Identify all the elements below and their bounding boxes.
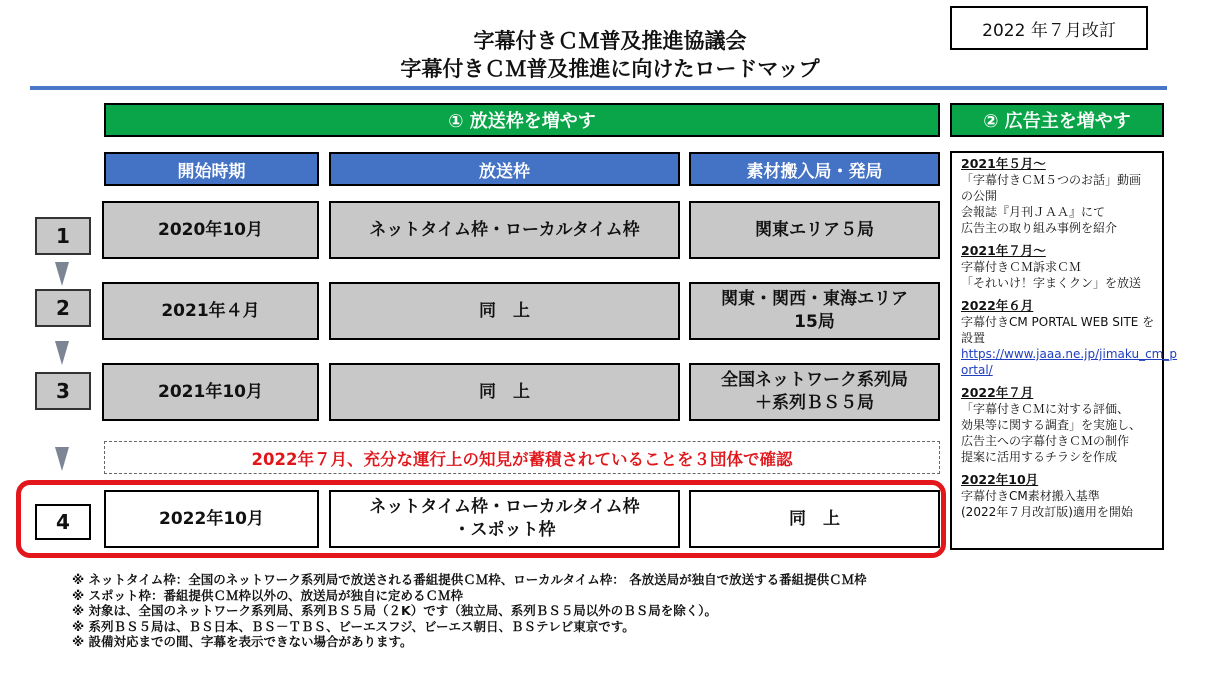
row-2-stations <box>689 282 940 340</box>
row-4-slot-line2: ・スポット枠 <box>453 520 556 540</box>
row-2-stations-line2: 15局 <box>794 312 835 332</box>
timeline-text: の公開 <box>961 189 998 203</box>
timeline-text: 効果等に関する調査」を実施し、 <box>961 418 1142 432</box>
row-3-stations-line1: 全国ネットワーク系列局 <box>721 370 908 390</box>
row-4-start: 2022年10月 <box>104 490 319 548</box>
down-arrow-icon <box>55 341 69 365</box>
row-4-slot <box>329 490 680 548</box>
step-4-badge: 4 <box>35 504 91 540</box>
down-arrow-icon <box>55 447 69 471</box>
footnote: ※ 系列ＢＳ５局は、ＢＳ日本、ＢＳ－ＴＢＳ、ビーエスフジ、ビーエス朝日、ＢＳテレビ東京です。 <box>72 618 635 634</box>
row-3-slot: 同 上 <box>329 363 680 421</box>
footnote: ※ 対象は、全国のネットワーク系列局、系列ＢＳ５局（２K）です（独立局、系列ＢＳ５局以外のＢＳ局を除く）。 <box>72 603 717 619</box>
row-1-stations-text: 関東エリア５局 <box>755 219 874 240</box>
footnote: ※ ネットタイム枠：全国のネットワーク系列局で放送される番組提供ＣＭ枠、ローカルタイム枠： 各放送局が独自で放送する番組提供ＣＭ枠 <box>72 572 867 587</box>
increase-advertisers-banner: ② 広告主を増やす <box>950 103 1164 137</box>
timeline-entry <box>961 156 1156 236</box>
page-subtitle: 字幕付きＣＭ普及推進に向けたロードマップ <box>400 57 820 81</box>
row-3-stations-line2: ＋系列ＢＳ５局 <box>755 393 874 413</box>
footnote: ※ 設備対応までの間、字幕を表示できない場合があります。 <box>72 634 413 650</box>
timeline-date: 2021年５月～ <box>961 156 1046 171</box>
row-2-slot: 同 上 <box>329 282 680 340</box>
confirmation-notice: 2022年７月、充分な運行上の知見が蓄積されていることを３団体で確認 <box>104 441 940 474</box>
row-3-start: 2021年10月 <box>102 363 319 421</box>
timeline-text: 広告主への字幕付きＣＭの制作 <box>961 434 1130 448</box>
column-header-slot: 放送枠 <box>329 152 680 186</box>
timeline-text: 字幕付きCM PORTAL WEB SITE を <box>961 315 1155 329</box>
row-4-slot-line1: ネットタイム枠・ローカルタイム枠 <box>369 497 640 517</box>
row-1-start: 2020年10月 <box>102 201 319 259</box>
row-1-stations <box>689 201 940 259</box>
step-3-badge: 3 <box>35 372 91 410</box>
timeline-entry <box>961 298 1177 378</box>
row-2-start: 2021年４月 <box>102 282 319 340</box>
timeline-text: (2022年７月改訂版)適用を開始 <box>961 505 1133 519</box>
header-divider <box>30 86 1167 90</box>
timeline-entry <box>961 243 1156 291</box>
timeline-text: 会報誌『月刊ＪＡＡ』にて <box>961 205 1106 219</box>
footnotes <box>72 572 1172 650</box>
timeline-text: 提案に活用するチラシを作成 <box>961 450 1118 464</box>
timeline-text: 「字幕付きＣＭに対する評価、 <box>961 402 1130 416</box>
timeline-text: 「それいけ！字まくクン」を放送 <box>961 276 1142 290</box>
row-2-stations-line1: 関東・関西・東海エリア <box>721 289 908 309</box>
portal-link[interactable]: ortal/ <box>961 363 993 377</box>
increase-slots-banner: ① 放送枠を増やす <box>104 103 940 137</box>
footnote: ※ スポット枠：番組提供ＣＭ枠以外の、放送局が独自に定めるＣＭ枠 <box>72 587 464 603</box>
timeline-entry <box>961 472 1156 520</box>
row-1-slot: ネットタイム枠・ローカルタイム枠 <box>329 201 680 259</box>
column-header-start: 開始時期 <box>104 152 319 186</box>
step-1-badge: 1 <box>35 217 91 255</box>
column-header-stations: 素材搬入局・発局 <box>689 152 940 186</box>
down-arrow-icon <box>55 262 69 286</box>
revision-label: 2022 年７月改訂 <box>950 6 1148 50</box>
timeline-date: 2022年６月 <box>961 298 1034 313</box>
timeline-text: 「字幕付きＣＭ５つのお話」動画 <box>961 173 1142 187</box>
timeline-entry <box>961 385 1156 465</box>
timeline-date: 2022年７月 <box>961 385 1034 400</box>
portal-link[interactable]: https://www.jaaa.ne.jp/jimaku_cm_p <box>961 347 1177 361</box>
row-4-stations: 同 上 <box>689 490 940 548</box>
timeline-text: 字幕付きＣＭ訴求ＣＭ <box>961 260 1082 274</box>
step-2-badge: 2 <box>35 289 91 327</box>
page-title: 字幕付きＣＭ普及推進協議会 <box>473 29 747 53</box>
timeline-text: 広告主の取り組み事例を紹介 <box>961 221 1118 235</box>
timeline-date: 2021年７月～ <box>961 243 1046 258</box>
advertiser-timeline <box>950 151 1177 550</box>
timeline-text: 設置 <box>961 331 986 345</box>
timeline-date: 2022年10月 <box>961 472 1039 487</box>
timeline-text: 字幕付きCM素材搬入基準 <box>961 489 1100 503</box>
row-3-stations <box>689 363 940 421</box>
